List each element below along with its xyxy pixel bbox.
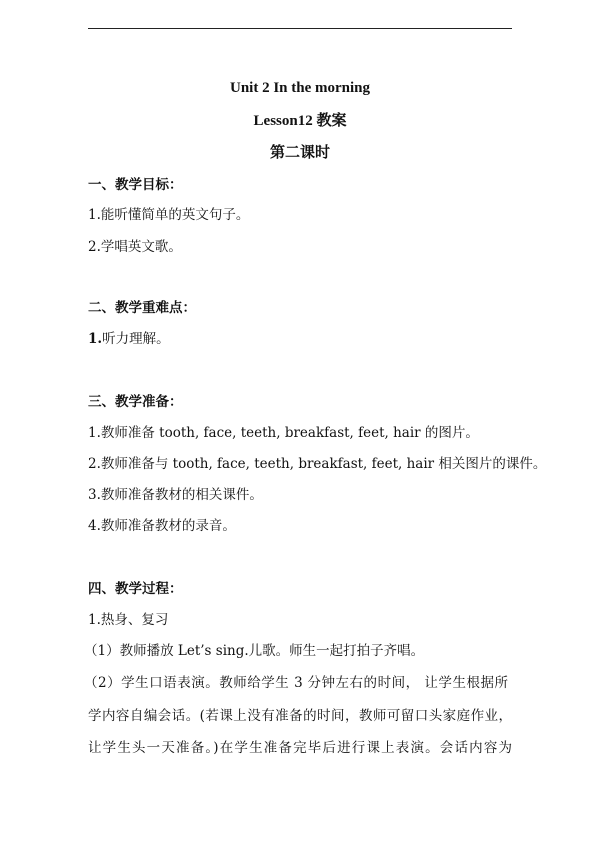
section-key-points-heading: 二、教学重难点： <box>88 300 196 316</box>
key-points-item-number: 1. <box>88 331 103 347</box>
goals-item-2: 2.学唱英文歌。 <box>88 239 182 255</box>
section-goals-heading: 一、教学目标： <box>88 177 183 193</box>
preparation-item-4: 4.教师准备教材的录音。 <box>88 518 236 534</box>
preparation-item-2: 2.教师准备与 tooth, face, teeth, breakfast, feet, hair 相关图片的课件。 <box>88 456 547 472</box>
key-points-item-1 <box>88 329 528 349</box>
process-line-3: 学内容自编会话。(若课上没有准备的时间，教师可留口头家庭作业， <box>88 708 512 724</box>
preparation-item-3: 3.教师准备教材的相关课件。 <box>88 487 263 503</box>
preparation-item-1: 1.教师准备 tooth, face, teeth, breakfast, feet, hair 的图片。 <box>88 425 479 441</box>
process-line-2: （2）学生口语表演。教师给学生 3 分钟左右的时间， 让学生根据所 <box>84 675 508 691</box>
header-rule <box>88 28 512 29</box>
section-process-heading: 四、教学过程： <box>88 581 183 597</box>
period-title: 第二课时 <box>269 145 330 161</box>
process-line-4: 让学生头一天准备。)在学生准备完毕后进行课上表演。会话内容为 <box>88 740 512 756</box>
process-line-1: （1）教师播放 Let’s sing.儿歌。师生一起打拍子齐唱。 <box>84 643 425 659</box>
goals-item-1: 1.能听懂简单的英文句子。 <box>88 207 250 223</box>
process-step-1: 1.热身、复习 <box>88 612 169 628</box>
lesson-subtitle: Lesson12 教案 <box>253 113 347 129</box>
key-points-item-text: 听力理解。 <box>102 331 170 347</box>
document-title: Unit 2 In the morning <box>229 80 371 96</box>
section-preparation-heading: 三、教学准备： <box>88 394 183 410</box>
